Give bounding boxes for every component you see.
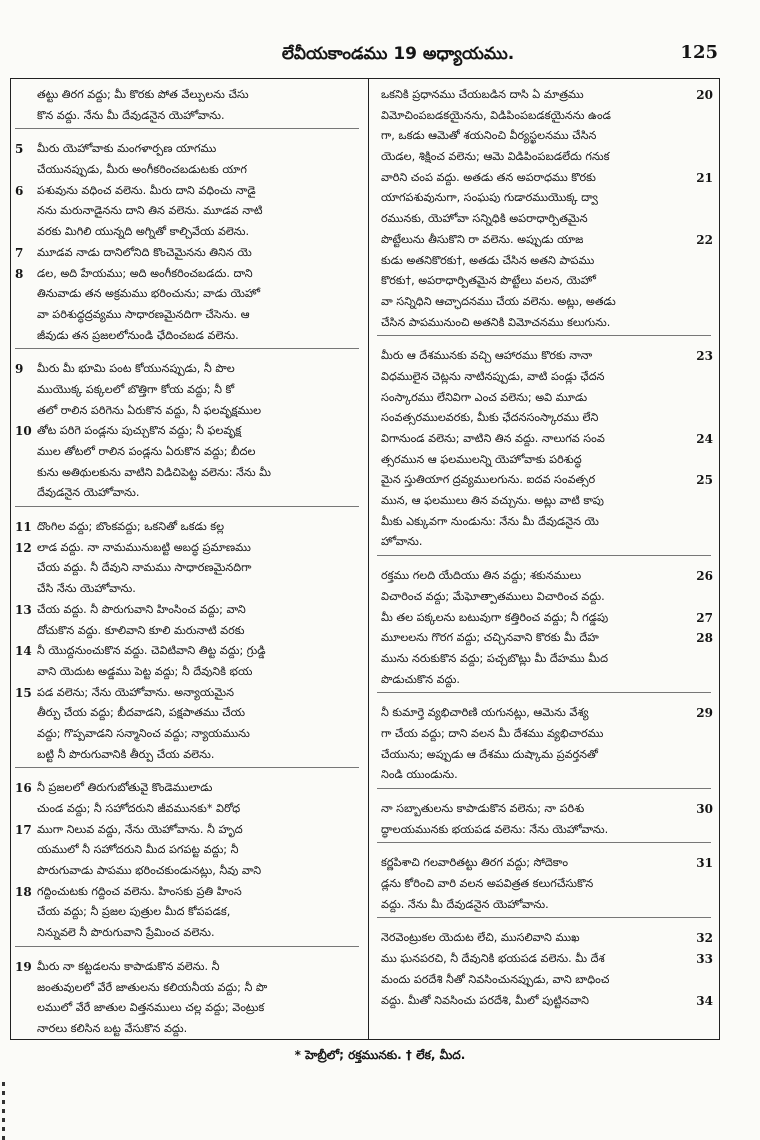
- text-line: [15, 745, 361, 766]
- text-line: [377, 670, 713, 691]
- text-line: [15, 861, 361, 882]
- verse-text: డ్లను కోరించి వారి వలన అపవిత్రత కలుగచేసుకొన: [381, 877, 594, 891]
- verse-text: ఒకనికి ప్రధానము చేయబడిన దాసి ఏ మాత్రము: [381, 88, 584, 101]
- text-line: [15, 359, 361, 380]
- verse-text: వరకు మిగిలి యున్నది అగ్నితో కాల్చివేయ వలెను.: [37, 225, 250, 239]
- verse-text: వా పరిశుద్ధద్రవ్యము సాధారణమైనదిగా చేసెను. ఆ: [37, 307, 250, 321]
- text-line: [377, 85, 713, 106]
- verse-text: నీ కుమార్తె వ్యభిచారిణి యగునట్లు, ఆమెను వేశ్య: [381, 706, 589, 720]
- verse-text: విగానుండ వలెను; వాటిని తిన వద్దు. నాలుగవ సంవ: [381, 432, 605, 445]
- verse-text: జీవుడు తన ప్రజలలోనుండి ఛేదించబడ వలెను.: [37, 328, 239, 342]
- verse-text: చేయును; అప్పుడు ఆ దేశము దుష్కామ ప్రవర్తనతో: [381, 747, 598, 761]
- verse-text: విచారించ వద్దు; మేఘోత్పాతములు విచారించ వద్దు.: [381, 589, 605, 603]
- verse-text: నెరవెంట్రుకల యెదుట లేచి, ముసలివాని ముఖ: [381, 931, 580, 945]
- text-line: [377, 168, 713, 189]
- verse-number: 11: [15, 520, 32, 535]
- text-line: [377, 367, 713, 388]
- verse-text: వారిని చంప వద్దు. అతడు తన అపరాధము కొరకు: [381, 170, 596, 184]
- text-line: [15, 724, 361, 745]
- page-number: 125: [680, 42, 718, 63]
- text-line: [377, 346, 713, 367]
- column-divider: [368, 79, 369, 1039]
- verse-number: 10: [15, 424, 32, 439]
- verse-text: చేసిన పాపమునుంచి అతనికి విమోచనము కలుగును.: [381, 315, 611, 329]
- text-line: [15, 621, 361, 642]
- verse-number: 8: [15, 266, 24, 281]
- text-line: [377, 313, 713, 334]
- text-line: [15, 85, 361, 106]
- verse-paragraph: [15, 957, 361, 1039]
- text-line: [15, 683, 361, 704]
- verse-text: మీకు ఎక్కువగా నుండును: నేను మీ దేవుడనైన యె: [381, 514, 599, 528]
- text-line: [377, 188, 713, 209]
- verse-text: ముయొక్క పక్కలలో బొత్తిగా కోయ వద్దు; నీ కో: [37, 382, 235, 396]
- verse-text: నను మరునాడైనను దాని తిన వలెను. మూడవ నాటి: [37, 204, 263, 218]
- verse-text: మీరు మీ భూమి పంట కోయునప్పుడు, నీ పొల: [37, 362, 235, 376]
- verse-number: 5: [15, 142, 24, 157]
- text-line: [15, 538, 361, 559]
- paragraph-separator: [15, 348, 359, 357]
- paragraph-separator: [377, 335, 711, 344]
- text-line: [15, 243, 361, 264]
- text-line: [15, 106, 361, 127]
- verse-text: చేసి నేను యెహోవాను.: [37, 582, 136, 596]
- verse-paragraph: [377, 799, 713, 840]
- verse-text: వా సన్నిధిని ఆచ్ఛాదనము చేయ వలెను. అట్లు, అతడు: [381, 294, 616, 308]
- verse-paragraph: [15, 139, 361, 346]
- verse-number: 30: [696, 802, 713, 816]
- verse-number: 14: [15, 644, 32, 659]
- verse-number: 34: [696, 993, 713, 1008]
- verse-text: మీరు యెహోవాకు మంగళార్పణ యాగము: [37, 142, 217, 156]
- text-line: [15, 998, 361, 1019]
- verse-text: చేయ వద్దు. నీ పొరుగువాని హింసించ వద్దు; వాని: [37, 602, 246, 616]
- verse-text: మైన స్తుతియాగ ద్రవ్యములగును. ఐదవ సంవత్సర: [381, 473, 596, 487]
- verse-paragraph: [377, 928, 713, 1011]
- verse-number: 16: [15, 781, 32, 796]
- verse-text: సంవత్సరములవరకు, మీకు ఛేదనసంస్కారము లేని: [381, 411, 599, 425]
- verse-text: యములో నీ సహోదరుని మీద పగపట్ట వద్దు; నీ: [37, 843, 239, 857]
- verse-text: విమోచింపబడకయైనను, విడిపింపబడకయైనను ఉండ: [381, 108, 611, 122]
- verse-text: గా చేయ వద్దు; దాని వలన మీ దేశము వ్యభిచారము: [381, 726, 604, 740]
- text-line: [15, 978, 361, 999]
- verse-text: తట్టు తిరగ వద్దు; మీ కొరకు పోత వేల్పులను చేసు: [37, 88, 249, 101]
- verse-text: పొడుచుకొన వద్దు.: [381, 672, 460, 686]
- verse-number: 33: [696, 952, 713, 967]
- paragraph-separator: [15, 506, 359, 515]
- verse-text: మీరు ఆ దేశమునకు వచ్చి ఆహారము కొరకు నానా: [381, 349, 593, 363]
- verse-text: గద్దించుటకు గద్దించ వలెను. హింసకు ప్రతి హింస: [37, 884, 242, 898]
- text-line: [15, 305, 361, 326]
- verse-paragraph: [377, 703, 713, 786]
- verse-text: ద్ధాలయమునకు భయపడ వలెను: నేను యెహోవాను.: [381, 822, 609, 836]
- text-line: [15, 820, 361, 841]
- verse-text: యెడల, శిక్షించ వలెను; ఆమె విడిపింపబడలేదు గనుక: [381, 150, 610, 164]
- text-line: [377, 949, 713, 970]
- text-line: [377, 991, 713, 1012]
- text-line: [377, 230, 713, 251]
- verse-paragraph: [15, 778, 361, 944]
- text-line: [377, 566, 713, 587]
- text-line: [377, 532, 713, 553]
- verse-text: మీ తల పక్కలను బటువుగా కత్తిరించ వద్దు; నీ గడ్డపు: [381, 610, 609, 624]
- verse-text: వద్దు. నేను మీ దేవుడనైన యెహోవాను.: [381, 897, 549, 911]
- verse-paragraph: [15, 517, 361, 765]
- text-line: [377, 251, 713, 272]
- text-line: [15, 222, 361, 243]
- verse-text: రక్తము గలది యేదియు తిన వద్దు; శకునములు: [381, 569, 582, 583]
- verse-number: 7: [15, 245, 24, 260]
- verse-text: తలో రాలిన పరిగెను ఏరుకొన వద్దు, నీ ఫలవృక్షముల: [37, 403, 262, 417]
- text-line: [377, 491, 713, 512]
- verse-text: పొట్టేలును తీసుకొని రా వలెను. అప్పుడు యాజ: [381, 232, 584, 246]
- text-line: [377, 271, 713, 292]
- text-line: [15, 641, 361, 662]
- text-line: [15, 840, 361, 861]
- text-line: [15, 579, 361, 600]
- text-line: [15, 662, 361, 683]
- verse-text: తోట పరిగె పండ్లను పుచ్చుకొన వద్దు; నీ ఫలవృక్ష: [37, 424, 242, 438]
- verse-text: నారలు కలిసిన బట్ట వేసుకొన వద్దు.: [37, 1021, 188, 1035]
- verse-number: 32: [696, 931, 713, 946]
- verse-text: చేయ వద్దు. నీ దేవుని నామము సాధారణమైనదిగా: [37, 561, 252, 575]
- verse-text: హోవాను.: [381, 535, 423, 549]
- verse-text: వాని యెదుట అడ్డము పెట్ట వద్దు; నీ దేవునికి భయ: [37, 664, 253, 678]
- verse-text: నీ యొద్దనుంచుకొన వద్దు. చెవిటివాని తిట్ట వద్దు; గ్రుడ్డి: [37, 644, 266, 658]
- verse-text: చేయునప్పుడు, మీరు అంగీకరించబడుటకు యాగ: [37, 163, 247, 177]
- text-line: [15, 139, 361, 160]
- paragraph-separator: [15, 946, 359, 955]
- text-line: [15, 902, 361, 923]
- text-line: [15, 600, 361, 621]
- verse-paragraph: [377, 85, 713, 333]
- verse-number: 20: [696, 88, 713, 102]
- verse-text: దేవుడనైన యెహోవాను.: [37, 486, 140, 500]
- text-line: [377, 745, 713, 766]
- text-line: [377, 209, 713, 230]
- text-line: [15, 326, 361, 347]
- verse-text: ముగా నిలువ వద్దు, నేను యెహోవాను. నీ హృద: [37, 822, 243, 836]
- verse-number: 9: [15, 362, 24, 377]
- verse-text: మూలలను గొరగ వద్దు; చచ్చినవాని కొరకు మీ దేహ: [381, 631, 599, 645]
- verse-text: నిన్నువలె నీ పొరుగువాని ప్రేమించ వలెను.: [37, 926, 215, 940]
- verse-paragraph: [377, 566, 713, 690]
- verse-number: 17: [15, 822, 32, 837]
- right-column: [377, 85, 713, 1039]
- verse-paragraph: [15, 85, 361, 126]
- verse-text: కును అతిథులకును వాటిని విడిచిపెట్ట వలెను: నేను మీ: [37, 465, 272, 479]
- verse-number: 22: [696, 232, 713, 247]
- text-line: [15, 1019, 361, 1039]
- text-line: [15, 284, 361, 305]
- text-line: [377, 928, 713, 949]
- verse-text: వద్దు. మీతో నివసించు పరదేశి, మీలో పుట్టినవాని: [381, 993, 589, 1007]
- verse-number: 18: [15, 884, 32, 899]
- text-line: [15, 483, 361, 504]
- text-line: [377, 408, 713, 429]
- verse-text: ముల తోటలో రాలిన పండ్లను ఏరుకొన వద్దు; బీదల: [37, 445, 256, 458]
- paragraph-separator: [377, 842, 711, 851]
- verse-number: 15: [15, 685, 32, 700]
- text-line: [377, 874, 713, 895]
- verse-text: కొరకు†, అపరాధార్పితమైన పొట్టేలు వలన, యెహో: [381, 274, 596, 288]
- verse-text: యాగపశువునుగా, సంఘపు గుడారముయొక్క ద్వా: [381, 191, 598, 205]
- verse-text: మందు పరదేశి నీతో నివసించునప్పుడు, వాని బాధించ: [381, 972, 610, 986]
- text-line: [15, 778, 361, 799]
- verse-text: పడ వలెను; నేను యెహోవాను. అన్యాయమైన: [37, 685, 234, 699]
- text-line: [377, 765, 713, 786]
- text-frame: [10, 78, 720, 1040]
- text-line: [377, 628, 713, 649]
- text-line: [15, 923, 361, 944]
- verse-text: మీరు నా కట్టడలను కాపాడుకొన వలెను. నీ: [37, 959, 220, 973]
- text-line: [377, 820, 713, 841]
- verse-number: 28: [696, 631, 713, 646]
- verse-text: నిండి యుండును.: [381, 768, 458, 782]
- verse-text: మున, ఆ ఫలములు తిన వచ్చును. అట్లు వాటి కాపు: [381, 494, 604, 508]
- paragraph-separator: [377, 555, 711, 564]
- verse-text: దొంగిల వద్దు; బొంకవద్దు; ఒకనితో ఒకడు కల్ల: [37, 520, 225, 534]
- text-line: [15, 380, 361, 401]
- verse-text: లములో వేరే జాతుల విత్తనములు చల్ల వద్దు; వెంట్రుక: [37, 1001, 265, 1015]
- paragraph-separator: [377, 788, 711, 797]
- verse-text: జంతువులలో వేరే జాతులను కలియనీయ వద్దు; నీ పొ: [37, 980, 268, 994]
- verse-number: 23: [696, 349, 713, 364]
- edge-binding-marks: [2, 1082, 5, 1140]
- paragraph-separator: [15, 767, 359, 776]
- verse-text: దోచుకొన వద్దు. కూలివాని కూలి మరునాటి వరకు: [37, 623, 245, 637]
- verse-text: గా, ఒకడు ఆమెతో శయనించి వీర్యస్ఖలనము చేసిన: [381, 129, 597, 143]
- text-line: [377, 292, 713, 313]
- text-line: [15, 703, 361, 724]
- text-line: [377, 608, 713, 629]
- text-line: [15, 442, 361, 463]
- text-line: [15, 401, 361, 422]
- text-line: [15, 264, 361, 285]
- text-line: [377, 147, 713, 168]
- verse-number: 24: [696, 432, 713, 446]
- verse-text: కొన వద్దు. నేను మీ దేవుడనైన యెహోవాను.: [37, 108, 225, 122]
- verse-number: 6: [15, 183, 24, 198]
- verse-text: ము ఘనపరచి, నీ దేవునికి భయపడ వలెను. మీ దేశ: [381, 952, 605, 966]
- running-header: [78, 40, 718, 70]
- verse-text: మును నరుకుకొన వద్దు; పచ్చబొట్లు మీ దేహము మీద: [381, 651, 608, 665]
- verse-paragraph: [377, 853, 713, 915]
- text-line: [15, 517, 361, 538]
- verse-text: పశువును వధించ వలెను. మీరు దాని వధించు నాడై: [37, 183, 256, 197]
- verse-number: 13: [15, 602, 32, 617]
- verse-text: మూడవ నాడు దానిలోనిది కొంచెమైనను తినిన యె: [37, 245, 252, 259]
- verse-text: సంస్కారము లేనివిగా ఎంచ వలెను; అవి మూడు: [381, 390, 588, 404]
- paragraph-separator: [377, 692, 711, 701]
- text-line: [15, 160, 361, 181]
- verse-text: విధములైన చెట్లను నాటినప్పుడు, వాటి పండ్లు ఛేదన: [381, 369, 605, 383]
- text-line: [377, 703, 713, 724]
- text-line: [377, 587, 713, 608]
- paragraph-separator: [15, 128, 359, 137]
- verse-paragraph: [377, 346, 713, 553]
- verse-number: 25: [696, 473, 713, 488]
- text-line: [15, 558, 361, 579]
- verse-text: బట్టి నీ పొరుగువానికి తీర్పు చేయ వలెను.: [37, 747, 215, 761]
- text-line: [377, 799, 713, 820]
- text-line: [377, 126, 713, 147]
- verse-number: 19: [15, 959, 32, 974]
- text-line: [15, 201, 361, 222]
- text-line: [15, 882, 361, 903]
- verse-number: 29: [696, 706, 713, 721]
- text-line: [15, 463, 361, 484]
- text-line: [377, 106, 713, 127]
- verse-text: వద్దు; గొప్పవాడని సన్మానించ వద్దు; న్యాయమును: [37, 726, 250, 740]
- text-line: [15, 957, 361, 978]
- text-line: [15, 799, 361, 820]
- verse-text: లాడ వద్దు. నా నామమునుబట్టి అబద్ధ ప్రమాణము: [37, 540, 251, 554]
- text-line: [377, 450, 713, 471]
- verse-text: డల, అది హేయము; అది అంగీకరించబడదు. దాని: [37, 266, 253, 280]
- verse-text: త్సరమున ఆ ఫలములన్ని యెహోవాకు పరిశుద్ధ: [381, 452, 582, 466]
- text-line: [377, 895, 713, 916]
- text-line: [377, 429, 713, 450]
- verse-text: కుడు అతనికొరకు†, అతడు చేసిన అతని పాపము: [381, 253, 595, 267]
- text-line: [377, 512, 713, 533]
- text-line: [377, 724, 713, 745]
- paragraph-separator: [377, 917, 711, 926]
- verse-text: కర్ణపిశాచి గలవారితట్టు తిరగ వద్దు; సోదెకాం: [381, 856, 569, 870]
- verse-text: చేయ వద్దు; నీ ప్రజల పుత్రుల మీద కోపపడక,: [37, 905, 231, 919]
- verse-number: 26: [696, 569, 713, 584]
- verse-number: 12: [15, 540, 32, 555]
- verse-text: తినువాడు తన అక్రమము భరించును; వాడు యెహో: [37, 287, 261, 301]
- text-line: [377, 470, 713, 491]
- verse-number: 21: [696, 170, 713, 185]
- text-line: [377, 388, 713, 409]
- text-line: [15, 181, 361, 202]
- verse-text: చుండ వద్దు; నీ సహోదరుని జీవమునకు* విరోధ: [37, 802, 241, 815]
- verse-text: తీర్పు చేయ వద్దు; బీదవాడని, పక్షపాతము చేయ: [37, 706, 246, 720]
- text-line: [377, 853, 713, 874]
- verse-number: 31: [696, 856, 713, 871]
- verse-paragraph: [15, 359, 361, 504]
- verse-number: 27: [696, 610, 713, 625]
- verse-text: పొరుగువాడు పాపము భరించకుండునట్లు, నీవు వాని: [37, 864, 262, 878]
- running-title: లేవీయకాండము 19 అధ్యాయము.: [281, 44, 515, 64]
- text-line: [377, 649, 713, 670]
- verse-text: రమునకు, యెహోవా సన్నిధికి అపరాధార్పితమైన: [381, 212, 588, 226]
- verse-text: నా సబ్బాతులను కాపాడుకొన వలెను; నా పరిశు: [381, 802, 585, 815]
- footnote: * హెబ్రీలో; రక్తమునకు. † లేక, మీద.: [294, 1048, 466, 1062]
- text-line: [15, 421, 361, 442]
- left-column: [15, 85, 361, 1039]
- verse-text: నీ ప్రజలలో తిరుగుబోతువై కొండెములాడు: [37, 781, 213, 795]
- text-line: [377, 970, 713, 991]
